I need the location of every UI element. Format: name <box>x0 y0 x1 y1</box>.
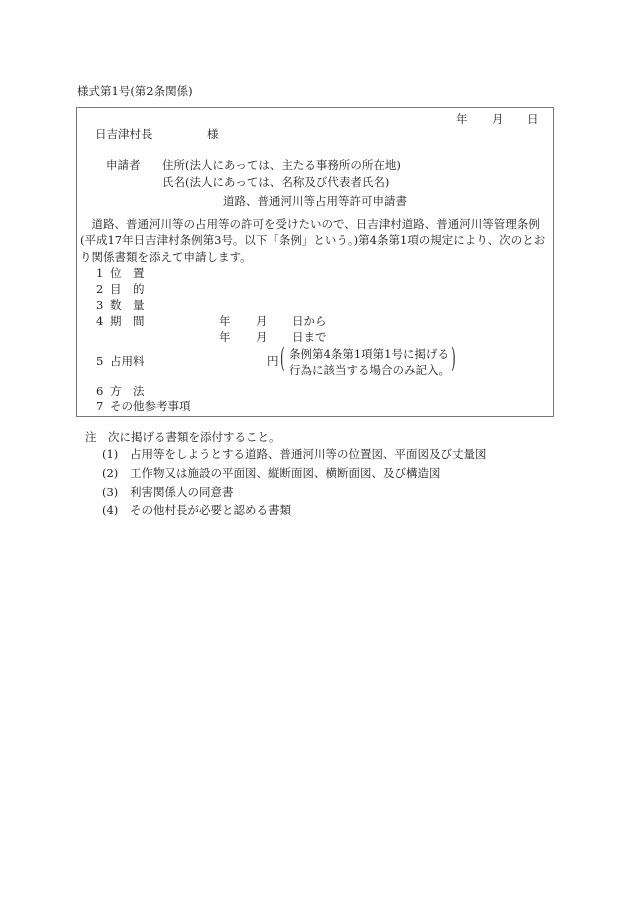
fee-note-open-paren: ( <box>280 343 285 374</box>
note-item <box>102 466 441 480</box>
period-to-year: 年 <box>219 330 231 344</box>
item-number: 1 <box>96 266 104 280</box>
item-other-reference <box>96 399 191 413</box>
fee-note-line1: 条例第4条第1項第1号に掲げる <box>289 347 449 361</box>
note-item <box>102 485 234 499</box>
item-label-b: 置 <box>133 266 145 280</box>
item-quantity <box>96 298 145 312</box>
item-label-b: 法 <box>133 384 145 398</box>
item-label: その他参考事項 <box>110 399 191 413</box>
period-from-month: 月 <box>256 314 268 328</box>
item-label-b: 量 <box>133 298 145 312</box>
notes-heading: 注 次に掲げる書類を添付すること。 <box>85 430 281 444</box>
item-location <box>96 266 145 280</box>
fee-unit-label: 円 <box>267 354 279 368</box>
item-number: 2 <box>96 282 104 296</box>
item-number: 5 <box>96 354 104 368</box>
note-item-number: (1) <box>102 447 119 461</box>
period-to-month: 月 <box>256 330 268 344</box>
item-purpose <box>96 282 145 296</box>
item-label-a: 期 <box>110 314 122 328</box>
addressee-honorific: 様 <box>207 127 219 141</box>
note-item-text: 利害関係人の同意書 <box>130 485 234 499</box>
note-item-text: 工作物又は施設の平面図、縦断面図、横断面図、及び構造図 <box>130 466 441 480</box>
note-item <box>102 503 291 517</box>
item-method <box>96 384 145 398</box>
item-label-a: 位 <box>110 266 122 280</box>
item-number: 7 <box>96 399 104 413</box>
note-item-number: (3) <box>102 485 119 499</box>
note-item <box>102 447 487 461</box>
applicant-address-field: 住所(法人にあっては、主たる事務所の所在地) <box>162 158 401 172</box>
date-day-label: 日 <box>527 112 539 126</box>
form-number-title: 様式第1号(第2条関係) <box>77 84 193 98</box>
item-number: 6 <box>96 384 104 398</box>
note-item-text: 占用等をしようとする道路、普通河川等の位置図、平面図及び丈量図 <box>130 447 487 461</box>
application-body-text: 道路、普通河川等の占用等の許可を受けたいので、日吉津村道路、普通河川等管理条例(平成17年日吉津村条例第3号。以下「条例」という。)第4条第1項の規定により、次のとおり関係書類を添えて申請します。 <box>80 217 546 264</box>
applicant-name-field: 氏名(法人にあっては、名称及び代表者氏名) <box>162 175 390 189</box>
item-label: 占用料 <box>110 354 145 368</box>
item-label-a: 目 <box>110 282 122 296</box>
item-period <box>96 314 145 328</box>
item-label-b: 間 <box>133 314 145 328</box>
period-to-day: 日まで <box>292 330 327 344</box>
applicant-label: 申請者 <box>106 158 141 172</box>
date-month-label: 月 <box>492 112 504 126</box>
item-number: 3 <box>96 298 104 312</box>
date-year-label: 年 <box>456 112 468 126</box>
note-item-text: その他村長が必要と認める書類 <box>130 503 291 517</box>
note-item-number: (2) <box>102 466 119 480</box>
period-from-year: 年 <box>219 314 231 328</box>
fee-note-line2: 行為に該当する場合のみ記入。 <box>289 363 450 377</box>
fee-note-close-paren: ) <box>451 343 456 374</box>
period-from-day: 日から <box>292 314 327 328</box>
note-item-number: (4) <box>102 503 119 517</box>
item-label-a: 数 <box>110 298 122 312</box>
item-number: 4 <box>96 314 104 328</box>
item-fee <box>96 354 145 368</box>
item-label-b: 的 <box>133 282 145 296</box>
addressee: 日吉津村長 <box>95 127 153 141</box>
document-title: 道路、普通河川等占用等許可申請書 <box>223 194 407 208</box>
item-label-a: 方 <box>110 384 122 398</box>
